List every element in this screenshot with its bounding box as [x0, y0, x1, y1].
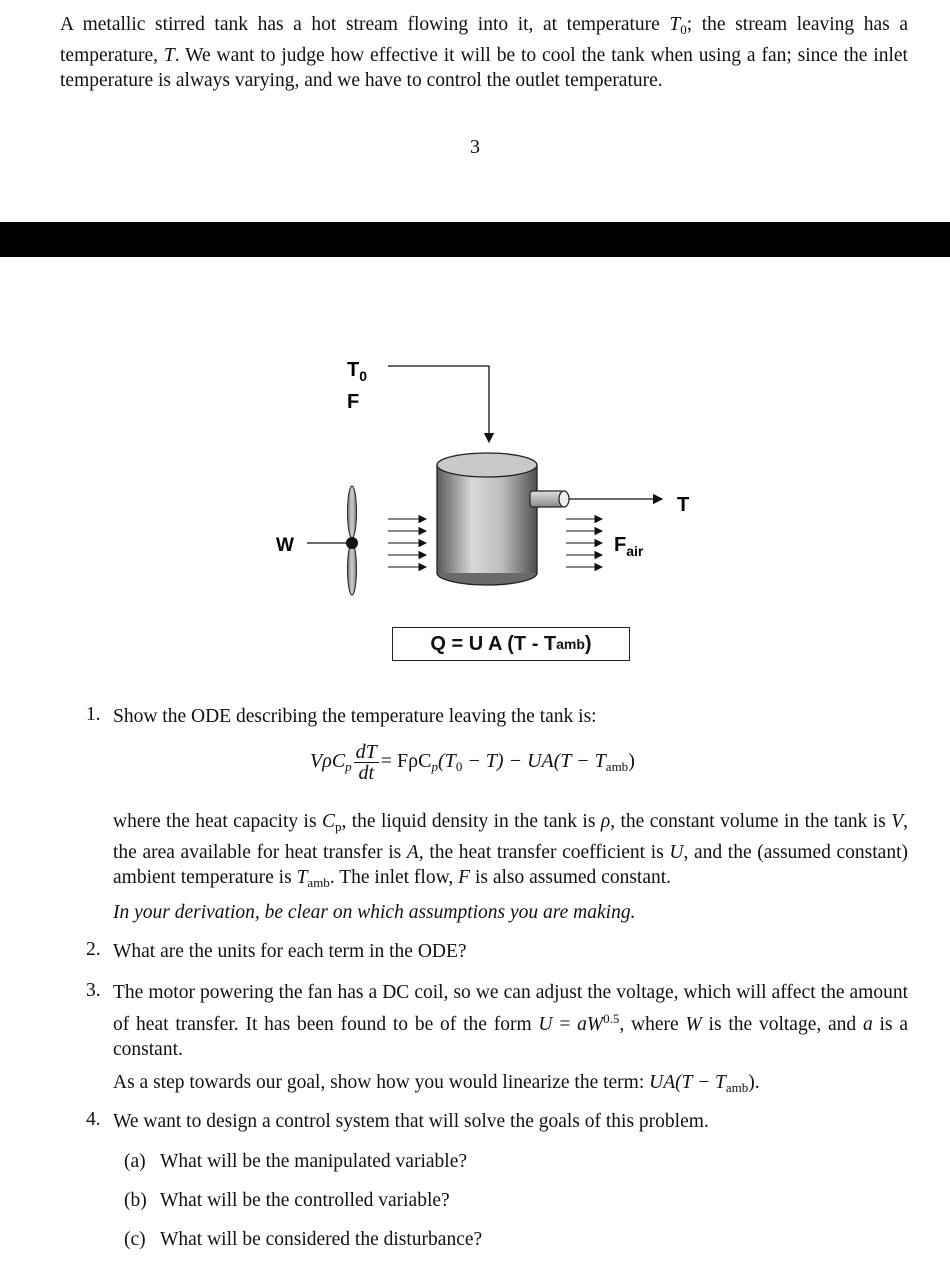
q4b-label: (b): [124, 1190, 147, 1211]
inlet-flow-label: F: [347, 391, 360, 413]
q4a-label: (a): [124, 1151, 146, 1172]
q1-number: 1.: [86, 704, 101, 725]
tank-diagram: [0, 258, 950, 678]
fan-blade-bottom: [348, 543, 357, 595]
inlet-line: [388, 366, 489, 442]
q3-linearize: As a step towards our goal, show how you would linearize the term: $UA(T - T_{amb})$.: [113, 1072, 760, 1095]
black-bar: [0, 222, 950, 257]
q4-number: 4.: [86, 1109, 101, 1130]
q1-text: Show the ODE describing the temperature leaving the tank is:: [113, 706, 597, 727]
q1-where-paragraph: where the heat capacity is $C_p$, the liquid density in the tank is ρ, the constant volume in the tank is V, the area available for heat transfer is A, the heat transfer coefficient is U, and the (assumed constant) ambient temperature is $T_{amb}$. The inlet flow, F is also assumed constant.: [113, 811, 908, 890]
tank-top: [437, 453, 537, 477]
tank-body: [437, 465, 537, 573]
q3-number: 3.: [86, 980, 101, 1001]
fan-hub: [346, 537, 358, 549]
fan-voltage-label: W: [276, 535, 294, 556]
q4-text: We want to design a control system that will solve the goals of this problem.: [113, 1111, 709, 1132]
q2-text: What are the units for each term in the ODE?: [113, 941, 467, 962]
heat-equation-box: Q = U A (T - T amb ): [392, 627, 630, 661]
q2-number: 2.: [86, 939, 101, 960]
outlet-temp-label: T: [677, 494, 690, 516]
q4c-label: (c): [124, 1229, 146, 1250]
intro-paragraph: A metallic stirred tank has a hot stream flowing into it, at temperature $T_0$; the stream leaving has a temperature, T. We want to judge how effective it will be to cool the tank when using a fan; since the inlet temperature is always varying, and we have to control the outlet temperature.: [60, 14, 908, 91]
q1-assumptions: In your derivation, be clear on which assumptions you are making.: [113, 902, 636, 923]
q4a-text: What will be the manipulated variable?: [160, 1151, 468, 1172]
q3-text: The motor powering the fan has a DC coil, so we can adjust the voltage, which will affect the amount of heat transfer. It has been found to be of the form $U = aW^{0.5}$, where W is the voltage, and a is a constant.: [113, 982, 908, 1060]
air-arrows-right: [566, 519, 602, 567]
air-arrows-left: [388, 519, 426, 567]
q4c-text: What will be considered the disturbance?: [160, 1229, 483, 1250]
air-flow-label: $F_{air}$: [614, 534, 644, 559]
ode-equation: VρC$_p$ $\frac{dT}{dt}$ = $F\rho C_p(T_0 - T) - UA(T - T_{amb})$: [310, 741, 635, 784]
fan-blade-top: [348, 486, 357, 538]
page-number: 3: [470, 136, 480, 158]
q4b-text: What will be the controlled variable?: [160, 1190, 450, 1211]
inlet-temp-label: $T_0$: [347, 359, 368, 384]
